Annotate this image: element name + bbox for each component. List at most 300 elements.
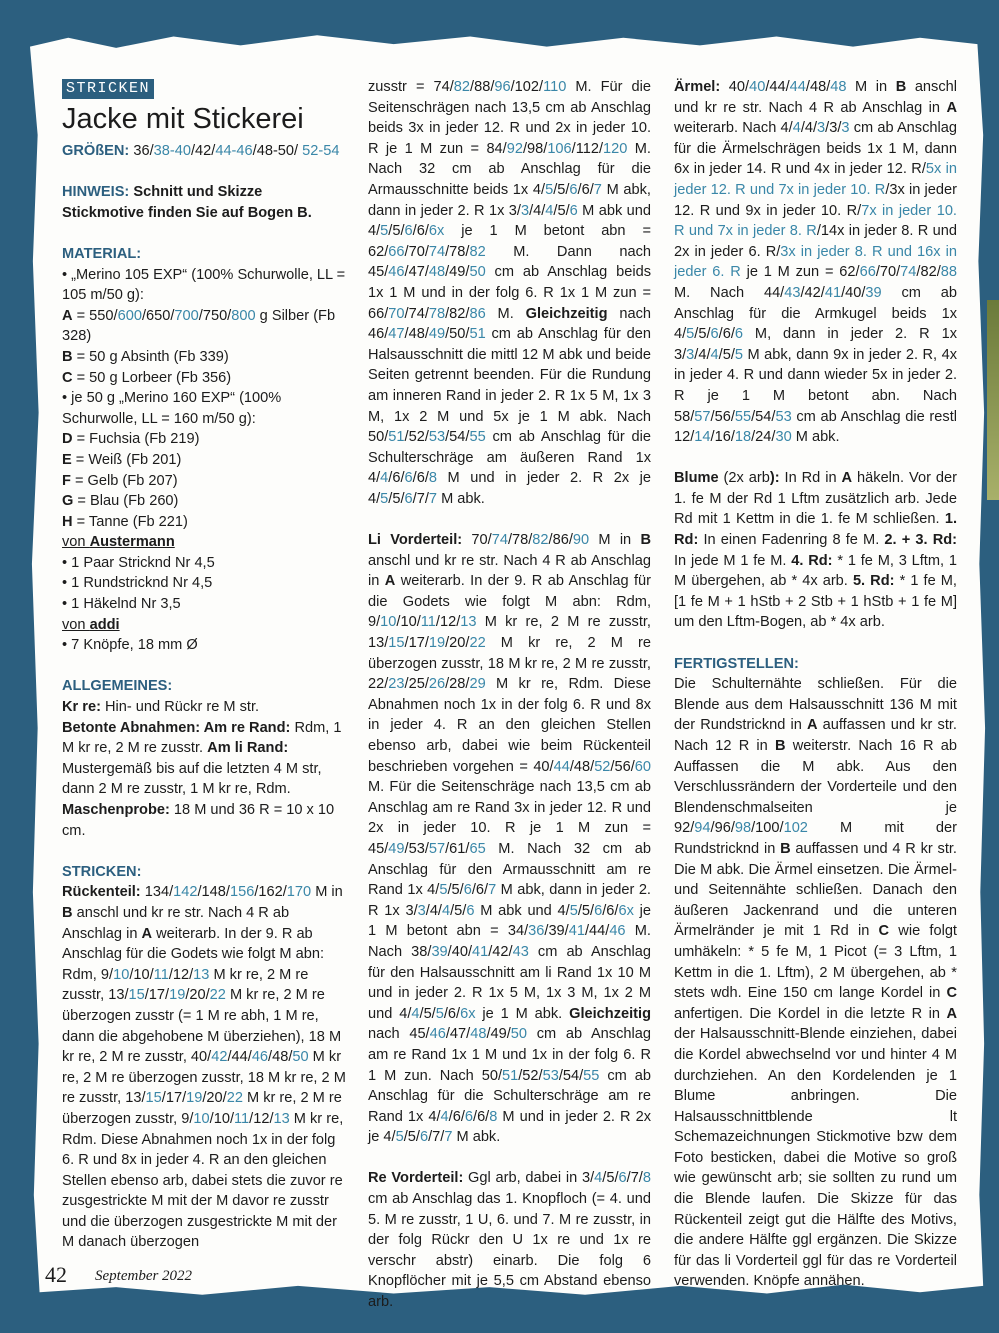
text-span: G — [62, 493, 74, 510]
paragraph — [62, 532, 346, 553]
text-span: D — [62, 431, 73, 448]
text-span: /47/ — [404, 264, 429, 281]
text-span: 41 — [824, 284, 842, 301]
text-span: 66 — [388, 243, 405, 260]
text-span: = Weiß (Fb 201) — [71, 451, 182, 468]
text-span: je 1 M betont abn = 62/ — [368, 223, 651, 260]
text-span: cm ab Anschlag für die Armkugel beids 1x 4/ — [674, 284, 957, 343]
text-span: Rückenteil: — [62, 884, 141, 901]
text-span: /6/ — [602, 902, 619, 919]
text-span: anfertigen. Die Kordel in die letzte R in — [674, 1005, 947, 1022]
text-span: /4/ — [425, 902, 442, 919]
text-span: 65 — [469, 840, 486, 857]
text-span: 6 — [463, 882, 472, 899]
text-span: 120 — [603, 140, 628, 157]
text-span: /20/ — [445, 635, 470, 652]
text-span: M abk. — [437, 490, 485, 507]
text-span: wie folgt umhäkeln: * 5 fe M, 1 Picot (= 3 Lftm, 1 Kettm in die 1. Lftm), 2 M übergehen, ab * stets wdh. Eine 150 cm lange Kordel in — [674, 923, 957, 1002]
text-span: 7x in jeder 10. R und 7x in jeder 8. R — [674, 202, 957, 240]
text-span: /17/ — [404, 635, 429, 652]
text-span: A — [841, 470, 853, 487]
paragraph — [62, 265, 346, 306]
spacer — [62, 223, 346, 244]
text-span: = 550/ — [72, 307, 118, 324]
text-span: M kr re, 2 M re überzogen zusstr, 9/ — [62, 1090, 342, 1127]
text-span: nach 45/ — [368, 1026, 430, 1043]
text-span: 5 — [380, 223, 389, 240]
column-2 — [368, 77, 651, 1333]
text-span: Re Vorderteil: — [368, 1170, 464, 1187]
text-span: 6x — [460, 1005, 476, 1022]
text-span: addi — [89, 616, 120, 633]
text-span: A — [946, 99, 957, 116]
text-span: /7/ — [412, 490, 429, 507]
text-span: M. — [485, 305, 526, 322]
text-span: 102 — [783, 820, 808, 837]
paragraph — [62, 388, 346, 429]
text-span: 82 — [469, 243, 486, 260]
text-span: /48/ — [569, 758, 595, 775]
text-span: 53 — [542, 1067, 559, 1084]
text-span: /17/ — [161, 1090, 187, 1107]
text-span: 53 — [775, 408, 792, 425]
text-span: 70/ — [462, 532, 492, 549]
text-span: /42/ — [800, 284, 825, 301]
text-span: /6/ — [388, 470, 405, 487]
text-span: 23 — [388, 676, 405, 693]
text-span: GRÖßEN: — [62, 143, 134, 159]
text-span: /52/ — [518, 1067, 543, 1084]
text-span: /100/ — [751, 820, 784, 837]
text-span: /5/ — [602, 1170, 619, 1187]
text-span: /112/ — [571, 140, 604, 157]
text-span: 5 — [380, 490, 389, 507]
text-span: 43 — [512, 943, 529, 960]
text-span: 26 — [428, 676, 446, 693]
text-span: 5 — [395, 1129, 404, 1146]
text-span: 51 — [388, 429, 405, 446]
text-span: /5/ — [694, 326, 711, 343]
text-span: 78 — [428, 305, 446, 322]
text-span: /78/ — [507, 532, 533, 549]
text-span: /86/ — [548, 532, 573, 549]
text-span: /6/ — [448, 1108, 465, 1125]
text-span: Li Vorderteil: — [368, 532, 463, 549]
text-span: 106 — [547, 140, 572, 157]
text-span: In jede M 1 fe M. — [674, 552, 792, 569]
text-span: 10 — [380, 614, 397, 631]
text-span: cm ab Anschlag für die Schulterschräge am äußeren Rand 1x 4/ — [368, 429, 651, 487]
text-span: 11 — [234, 1110, 250, 1127]
text-span: 36 — [528, 923, 545, 940]
text-span: M. Nach 32 cm ab Anschlag für den Armausschnitt am re Rand 1x 4/ — [368, 840, 651, 899]
text-span: /5/ — [577, 902, 595, 919]
text-span: Die Schulternähte schließen. Für die Blende aus dem Halsausschnitt 136 M mit der Rundstricknd in — [674, 676, 957, 734]
text-span: /74/ — [404, 305, 429, 322]
text-span: Betonte Abnahmen: Am re Rand: — [62, 719, 291, 736]
text-span: 6 — [466, 902, 475, 919]
text-span: cm ab Anschlag am re Rand 1x 1 M und 1x in der folg 6. R 1 M zun. Nach 50/ — [368, 1026, 651, 1084]
text-span: A — [62, 307, 73, 324]
text-span: je 1 M zun = 62/ — [740, 264, 860, 281]
text-span: 3 — [520, 202, 530, 219]
text-span: /56/ — [710, 408, 735, 425]
text-span: M kr re, 2 M re überzogen zusstr, 18 M kr re, 2 M re zusstr, 22/ — [368, 635, 651, 693]
text-span: • 7 Knöpfe, 18 mm Ø — [62, 637, 198, 654]
text-span: (2x arb — [718, 470, 770, 487]
text-span: = Tanne (Fb 221) — [72, 513, 188, 530]
paragraph — [62, 553, 346, 574]
text-span: 6 — [419, 1129, 429, 1146]
text-span: /82/ — [916, 264, 941, 281]
text-span: 44 — [553, 758, 570, 775]
text-span: M abk, dann in jeder 2. R 1x 3/ — [368, 882, 651, 919]
text-span: 94 — [694, 820, 711, 837]
text-span: 4 — [545, 202, 554, 219]
text-span: B — [780, 840, 791, 857]
text-span: /61/ — [445, 840, 470, 857]
text-span: 4 — [440, 1108, 449, 1125]
paragraph — [62, 512, 346, 533]
text-span: /148/ — [197, 884, 230, 901]
text-span: ): — [769, 470, 780, 487]
text-span: ALLGEMEINES: — [62, 678, 173, 695]
text-span: • 1 Paar Stricknd Nr 4,5 — [62, 554, 215, 571]
text-span: 13 — [273, 1110, 290, 1127]
text-span: 5. Rd: — [852, 573, 895, 590]
text-span: M abk. — [791, 429, 840, 446]
paragraph — [62, 141, 346, 162]
text-span: 4 — [594, 1170, 603, 1187]
text-span: Ärmel: — [674, 79, 721, 95]
text-span: 86 — [469, 305, 486, 322]
text-span: /42/ — [190, 143, 216, 159]
text-span: 7 — [593, 181, 602, 198]
text-span: /20/ — [185, 987, 210, 1004]
text-span: 110 — [543, 79, 567, 95]
text-span: M, dann in jeder 2. R 1x 3/ — [674, 326, 957, 363]
paragraph — [674, 468, 957, 633]
text-span: weiterstr. Nach 16 R ab Auffassen die M abk. Aus den Verschlussrändern der Vorderteile und den Blendenschmalseiten je 92/ — [674, 738, 957, 837]
page-title: Jacke mit Stickerei — [62, 103, 304, 135]
text-span: M abk, dann in jeder 2. R 1x 3/ — [368, 181, 651, 219]
text-span: 10 — [193, 1110, 210, 1127]
text-span: 46 — [388, 264, 405, 281]
text-span: 74 — [428, 243, 446, 260]
text-span: 6 — [464, 1108, 474, 1125]
paragraph — [62, 882, 346, 1253]
text-span: = Gelb (Fb 207) — [70, 472, 178, 489]
text-span: M. Nach 32 cm ab Anschlag für die Armausschnitte beids 1x 4/ — [368, 140, 651, 198]
text-span: 7 — [488, 882, 497, 899]
text-span: 96 — [494, 79, 511, 95]
text-span: cm ab Anschlag für den Halsausschnitt die mittl 12 M abk und beide Seiten getrennt beenden. Für die Rundung am inneren Rand in jeder 2. R 1x 5 M, 1x 3 M, 1x 2 M und 5x je 1 M abk. Nach 50/ — [368, 326, 651, 446]
text-span: /5/ — [388, 223, 405, 240]
text-span: 5 — [439, 882, 448, 899]
text-span: 6 — [594, 902, 603, 919]
text-span: /6/ — [473, 1108, 490, 1125]
text-span: der Halsausschnitt-Blende einziehen, dabei die Kordel abwechselnd vor und hinter 4 M durchziehen. An den Kordelenden je 1 Blume anbringen. Die Halsausschnittblende lt Schemazeichnungen Stickmotive bzw dem Foto besticken, dabei die Motive so groß wie gewünscht arb; sie sollten zu rund um die Blende laufen. Die Skizze für das Rückenteil zeigt gut die Hälfte des Motivs, die andere Hälfte ggl ergänzen. Die Skizze für das li Vorderteil ggl für das re Vorderteil verwenden. Knöpfe annähen. — [674, 1026, 957, 1290]
text-span: STRICKEN: — [62, 863, 142, 880]
text-span: 88 — [940, 264, 957, 281]
text-span: /650/ — [141, 307, 175, 324]
text-span: anschl und kr re str. Nach 4 R ab Anschlag in — [674, 79, 957, 116]
text-span: weiterarb. Nach 4/ — [674, 120, 793, 137]
text-span: M in — [589, 532, 641, 549]
section-kicker: STRICKEN — [62, 79, 154, 99]
paragraph — [62, 491, 346, 512]
text-span: /82/ — [445, 305, 470, 322]
text-span: 48 — [830, 79, 847, 95]
text-span: 74 — [900, 264, 917, 281]
text-span: 42 — [211, 1049, 228, 1066]
text-span: weiterarb. In der 9. R ab Anschlag für die Godets wie folgt M abn: Rdm, 9/ — [62, 925, 325, 983]
text-span: 55 — [734, 408, 752, 425]
text-span: 22 — [469, 635, 486, 652]
text-span: /48/ — [404, 326, 429, 343]
text-span: M kr re, Rdm. Diese Abnahmen noch 1x in der folg 6. R und 8x in jeder 4. R an den gleichen Stellen ebenso arb, dabei stets die zuvor re zusgestrickte M mit der M davor re zusstr und die überzogen zusgestrickte M mit der M danach überzogen — [62, 1110, 344, 1251]
text-span: HINWEIS: — [62, 184, 134, 201]
text-span: 6 — [569, 181, 578, 198]
text-span: anschl und kr re str. Nach 4 R ab Anschlag in — [62, 904, 290, 942]
text-span: • 1 Häkelnd Nr 3,5 — [62, 596, 181, 613]
text-span: /5/ — [388, 490, 405, 507]
text-span: 50 — [510, 1026, 528, 1043]
text-span: /16/ — [710, 429, 735, 446]
text-span: M. Nach 44/ — [674, 284, 785, 301]
text-span: /12/ — [249, 1110, 274, 1127]
text-span: /53/ — [404, 840, 429, 857]
text-span: A — [946, 1005, 957, 1022]
text-span: = Blau (Fb 260) — [73, 493, 179, 510]
text-span: Schnitt und Skizze Stickmotive finden Sie auf Bogen B. — [62, 184, 312, 221]
text-span: 3 — [841, 120, 850, 137]
text-span: 6 — [404, 470, 413, 487]
paragraph — [368, 530, 651, 1148]
text-span: 4 — [411, 1005, 420, 1022]
text-span: Kr re: — [62, 699, 101, 716]
text-span: Gleichzeitig — [569, 1005, 651, 1022]
text-span: 3 — [817, 120, 826, 137]
text-span: /78/ — [445, 243, 470, 260]
text-span: /4/ — [694, 346, 711, 363]
text-span: /5/ — [403, 1129, 420, 1146]
paragraph — [62, 615, 346, 636]
paragraph — [62, 244, 346, 265]
text-span: 46 — [609, 923, 626, 940]
text-span: 11 — [420, 614, 436, 631]
paragraph — [62, 697, 346, 718]
text-span: /96/ — [710, 820, 735, 837]
text-span: 38-40 — [153, 143, 191, 159]
text-span: 5 — [686, 326, 695, 343]
text-span: /4/ — [800, 120, 818, 137]
paragraph — [62, 676, 346, 697]
text-span: 15 — [145, 1090, 162, 1107]
text-span: 92 — [506, 140, 523, 157]
text-span: = Fuchsia (Fb 219) — [72, 431, 200, 448]
text-span: • „Merino 105 EXP“ (100% Schurwolle, LL = 105 m/50 g): — [62, 266, 346, 304]
text-span: /12/ — [168, 966, 194, 983]
text-span: 44-46 — [215, 143, 253, 159]
text-span: 40 — [749, 79, 766, 95]
text-span: M abk. — [452, 1129, 501, 1146]
text-span: Am li Rand: — [207, 740, 289, 757]
text-span: * 1 fe M, [1 fe M + 1 hStb + 2 Stb + 1 hStb + 1 fe M] um den Lftm-Bogen, ab * 4x arb. — [674, 573, 957, 631]
text-span: 6 — [710, 326, 719, 343]
text-span: 5x in jeder 12. R und 7x in jeder 10. R — [674, 161, 957, 198]
text-span: B — [62, 904, 73, 921]
text-span: E — [62, 451, 72, 468]
paragraph — [368, 1168, 651, 1312]
text-span: 6 — [404, 223, 413, 240]
text-span: C — [62, 369, 73, 386]
text-span: 36/ — [133, 143, 154, 159]
text-span: 14 — [694, 429, 711, 446]
text-span: B — [62, 348, 73, 365]
text-span: häkeln. Vor der 1. fe M der Rd 1 Lftm zusätzlich arb. Jede Rd mit 1 Kettm in die 1. fe M schließen. — [674, 470, 957, 528]
text-span: 50 — [469, 264, 486, 281]
text-span: /48-50/ — [252, 143, 303, 159]
text-span: Maschenprobe: — [62, 802, 170, 818]
text-span: /14x in jeder 8. R und 2x in jeder 6. R/ — [674, 223, 957, 260]
text-span: /25/ — [404, 676, 429, 693]
text-span: 19 — [169, 987, 186, 1004]
text-span: B — [640, 532, 651, 549]
text-span: Austermann — [89, 534, 175, 551]
text-span: auffassen und kr str. Nach 12 R in — [674, 717, 957, 754]
text-span: cm ab Anschlag beids 1x 1 M und in der folg 6. R 1x 1 M zun = 66/ — [368, 264, 651, 322]
text-span: A — [141, 925, 153, 942]
text-span: 41 — [568, 923, 585, 940]
text-span: M kr re, Rdm. Diese Abnahmen noch 1x in der folg 6. R und 8x in jeder 4. R an den gleichen Stellen ebenso arb, dabei wie beim Rückenteil beschrieben vorgehen = 40/ — [368, 676, 651, 775]
text-span: M. Für die Seitenschrägen nach 13,5 cm ab Anschlag beids 3x in jeder 12. R und 2x in jeder 10. R je 1 M zun = 84/ — [368, 79, 652, 157]
text-span: 11 — [153, 966, 169, 983]
text-span: 19 — [186, 1090, 203, 1107]
text-span: Hin- und Rückr re M str. — [100, 699, 260, 716]
text-span: 49 — [388, 840, 405, 857]
text-span: 74 — [491, 532, 508, 549]
text-span: 6x — [618, 902, 634, 919]
text-span: Mustergemäß bis auf die letzten 4 M str, dann 2 M re zusstr, 1 M kr re, Rdm. — [62, 760, 322, 798]
text-span: 29 — [469, 676, 486, 693]
text-span: /5/ — [419, 1005, 436, 1022]
text-span: = 50 g Absinth (Fb 339) — [72, 348, 229, 365]
text-span: M. Nach 38/ — [368, 923, 651, 960]
text-span: 170 — [286, 884, 312, 901]
text-span: /6/ — [412, 223, 429, 240]
text-span: /6/ — [412, 470, 429, 487]
text-span: /44/ — [765, 79, 790, 95]
text-span: MATERIAL: — [62, 245, 142, 262]
paragraph — [62, 306, 346, 347]
text-span: M. Dann nach 45/ — [368, 243, 651, 281]
text-span: FERTIGSTELLEN: — [674, 655, 799, 672]
text-span: auffassen und 4 R kr str. Die M abk. Die Ärmel einsetzen. Die Ärmel- und Seitennähte schließen. Danach den äußeren Jackenrand und die unteren Ärmelränder je mit 1 Rd in — [674, 840, 957, 940]
text-span: /70/ — [404, 243, 429, 260]
text-span: /24/ — [751, 429, 776, 446]
text-span: /52/ — [404, 429, 429, 446]
spacer — [62, 841, 346, 862]
text-span: F — [62, 472, 71, 489]
text-span: /3/ — [825, 120, 842, 137]
text-span: /44/ — [227, 1049, 252, 1066]
text-span: /5/ — [447, 882, 464, 899]
text-span: /6/ — [577, 181, 594, 198]
text-span: 6x — [428, 223, 445, 240]
text-span: M abk, dann 9x in jeder 2. R, 4x in jeder 4. R und dann wieder 5x in jeder 2. R je 1 M betont abn. Nach 58/ — [674, 346, 957, 425]
text-span: /54/ — [558, 1067, 584, 1084]
text-span: M und in jeder 2. R 2x je 4/ — [368, 1108, 651, 1146]
text-span: 39 — [431, 943, 448, 960]
text-span: 6 — [404, 490, 413, 507]
text-span: 40/ — [720, 79, 750, 95]
text-span: /49/ — [486, 1026, 511, 1043]
text-span: /12/ — [435, 614, 461, 631]
text-span: /5/ — [553, 181, 570, 198]
paragraph — [62, 573, 346, 594]
text-span: M kr re, 2 M re zusstr, 13/ — [368, 614, 651, 652]
text-span: /70/ — [875, 264, 901, 281]
text-span: zusstr = 74/ — [368, 79, 454, 95]
text-span: 82 — [453, 79, 471, 95]
text-span: 39 — [865, 284, 882, 301]
text-span: 4 — [710, 346, 719, 363]
photo-edge — [987, 300, 999, 500]
text-span: 47 — [388, 326, 405, 343]
text-span: 700 — [174, 307, 199, 324]
paragraph — [62, 471, 346, 492]
text-span: 50 — [292, 1049, 309, 1066]
text-span: 3 — [417, 902, 426, 919]
paragraph — [62, 347, 346, 368]
text-span: /10/ — [129, 966, 154, 983]
text-span: cm ab Anschlag für den Halsausschnitt am li Rand 1x 10 M und in jeder 2. R 1x 5 M, 1x 3 M, 1x 2 M und 4/ — [368, 943, 651, 1022]
text-span: 8 — [428, 470, 438, 487]
text-span: /39/ — [544, 923, 569, 940]
text-span: M abk und 4/ — [474, 902, 570, 919]
text-span: /3x in jeder 12. R und 9x in jeder 10. R/ — [674, 181, 957, 219]
text-span: M in — [846, 79, 896, 95]
text-span: 7 — [444, 1129, 453, 1146]
text-span: von — [62, 534, 90, 551]
text-span: * 1 fe M, 3 Lftm, 1 M übergehen, ab * 4x arb. — [674, 552, 957, 590]
text-span: /98/ — [522, 140, 548, 157]
text-span: 4. Rd: — [791, 552, 833, 569]
text-span: 3 — [686, 346, 695, 363]
text-span: In einen Fadenring 8 fe M. — [698, 532, 885, 549]
paragraph — [62, 450, 346, 471]
text-span: /40/ — [841, 284, 866, 301]
column-3 — [674, 77, 957, 1313]
text-span: H — [62, 513, 73, 530]
text-span: 41 — [472, 943, 489, 960]
text-span: 142 — [173, 884, 198, 901]
text-span: A — [384, 573, 396, 590]
text-span: 48 — [470, 1026, 487, 1043]
text-span: 90 — [572, 532, 590, 549]
text-span: M kr re, 2 M re zusstr, 13/ — [62, 966, 309, 1004]
column-1 — [62, 77, 346, 1253]
text-span: 57 — [694, 408, 711, 425]
text-span: B — [775, 738, 786, 754]
text-span: Rdm, 1 M kr re, 2 M re zusstr. — [62, 719, 342, 757]
text-span: /6/ — [718, 326, 735, 343]
text-span: /54/ — [751, 408, 776, 425]
paragraph — [62, 429, 346, 450]
text-span: 156 — [229, 884, 255, 901]
text-span: 4 — [442, 902, 451, 919]
